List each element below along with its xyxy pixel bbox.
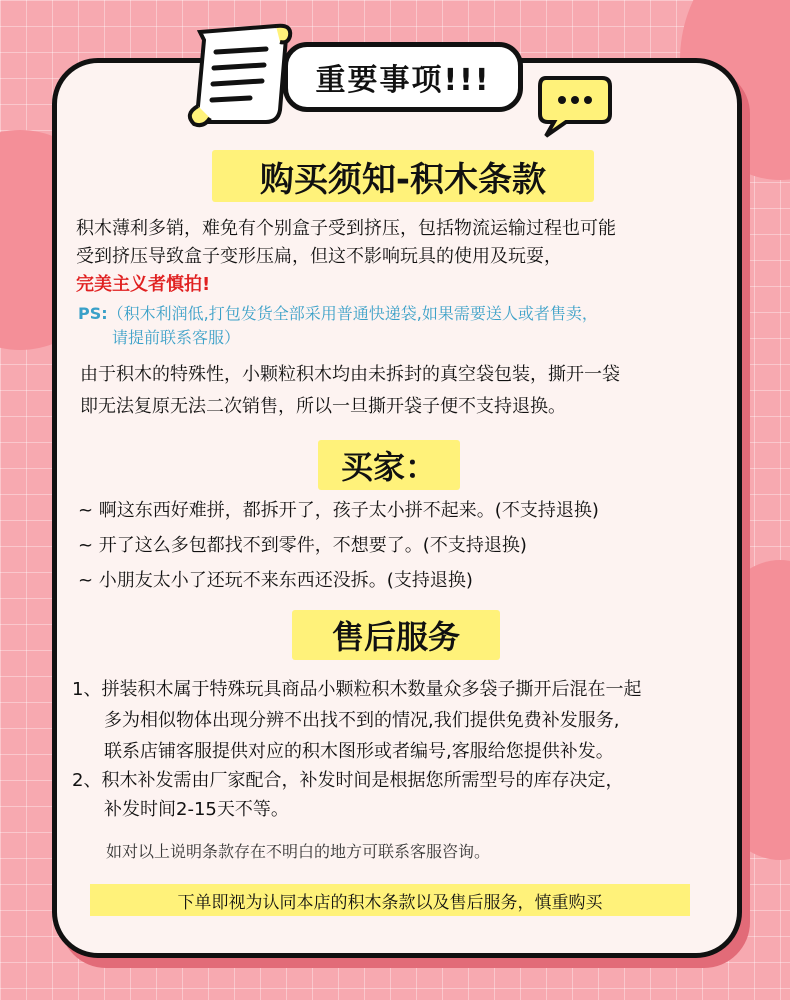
buyer-item-1: ~ 啊这东西好难拼，都拆开了，孩子太小拼不起来。(不支持退换) — [78, 500, 599, 521]
service-item-1-line-2: 多为相似物体出现分辨不出找不到的情况,我们提供免费补发服务, — [104, 710, 620, 731]
ps-text: （积木利润低,打包发货全部采用普通快递袋,如果需要送人或者售卖， — [107, 304, 598, 323]
terms-line-2: 受到挤压导致盒子变形压扁，但这不影响玩具的使用及玩耍， — [76, 246, 562, 267]
section-heading-after-sales: 售后服务 — [292, 610, 500, 660]
service-item-2-line-1: 2、积木补发需由厂家配合，补发时间是根据您所需型号的库存决定， — [72, 770, 624, 791]
service-item-1-line-3: 联系店铺客服提供对应的积木图形或者编号,客服给您提供补发。 — [104, 741, 614, 762]
section-heading-buyer: 买家： — [318, 440, 460, 490]
purchase-notice-banner: 下单即视为认同本店的积木条款以及售后服务，慎重购买 — [90, 884, 690, 916]
service-item-1-line-1: 1、拼装积木属于特殊玩具商品小颗粒积木数量众多袋子撕开后混在一起 — [72, 679, 642, 700]
buyer-item-3: ~ 小朋友太小了还玩不来东西还没拆。(支持退换) — [78, 570, 473, 591]
terms-para-2-line-2: 即无法复原无法二次销售，所以一旦撕开袋子便不支持退换。 — [80, 396, 566, 417]
warning-text: 完美主义者慎拍! — [76, 274, 211, 295]
service-item-2-line-2: 补发时间2-15天不等。 — [104, 799, 289, 820]
scroll-icon — [180, 18, 300, 128]
terms-line-1: 积木薄利多销，难免有个别盒子受到挤压，包括物流运输过程也可能 — [76, 218, 616, 239]
buyer-item-2: ~ 开了这么多包都找不到零件，不想要了。(不支持退换) — [78, 535, 527, 556]
speech-bubble-icon — [536, 70, 616, 140]
contact-note: 如对以上说明条款存在不明白的地方可联系客服咨询。 — [106, 842, 491, 861]
ps-line-1 — [78, 302, 598, 326]
terms-para-2-line-1: 由于积木的特殊性，小颗粒积木均由未拆封的真空袋包装，撕开一袋 — [80, 364, 620, 385]
section-heading-terms: 购买须知-积木条款 — [212, 150, 594, 202]
ps-line-2: 请提前联系客服） — [112, 328, 241, 347]
ps-label: PS: — [78, 304, 108, 323]
page-title: 重要事项!!! — [283, 42, 523, 112]
